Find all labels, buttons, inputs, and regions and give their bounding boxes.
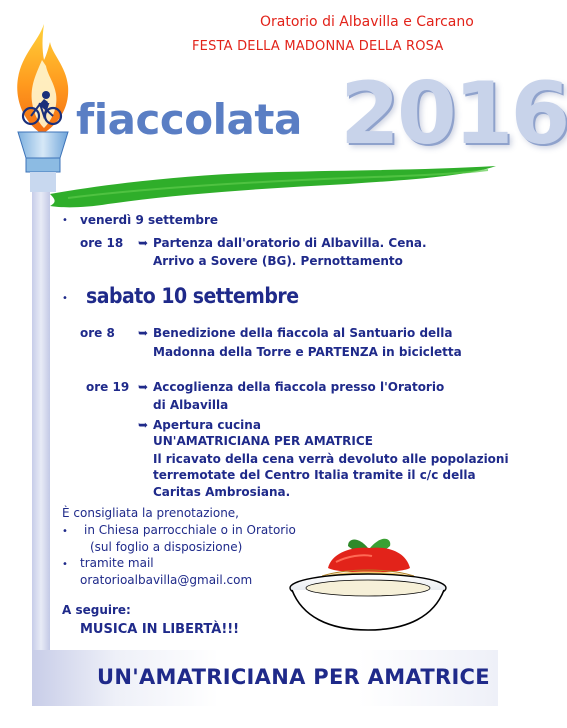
arrow-icon: ➥ bbox=[138, 380, 149, 394]
bullet: • bbox=[62, 293, 68, 304]
friday-line1: Partenza dall'oratorio di Albavilla. Cena. bbox=[153, 236, 427, 250]
saturday-time2: ore 19 bbox=[86, 380, 130, 394]
arrow-icon: ➥ bbox=[138, 418, 149, 432]
after-music: MUSICA IN LIBERTÀ!!! bbox=[80, 622, 240, 637]
event-name: FESTA DELLA MADONNA DELLA ROSA bbox=[192, 39, 444, 54]
footer-slogan: UN'AMATRICIANA PER AMATRICE bbox=[97, 665, 490, 689]
friday-line2: Arrivo a Sovere (BG). Pernottamento bbox=[153, 254, 403, 268]
bullet: • bbox=[62, 526, 68, 537]
friday-day: venerdì 9 settembre bbox=[80, 213, 219, 227]
cyclist-icon bbox=[22, 90, 62, 126]
arrow-icon: ➥ bbox=[138, 326, 149, 340]
year: 2016 bbox=[340, 64, 567, 164]
green-brush-stroke bbox=[48, 160, 498, 212]
saturday-line3e: Caritas Ambrosiana. bbox=[153, 485, 291, 499]
title: fiaccolata bbox=[76, 95, 302, 144]
booking-opt2: tramite mail bbox=[80, 556, 154, 570]
booking-email[interactable]: oratorioalbavilla@gmail.com bbox=[80, 573, 253, 587]
saturday-line2b: di Albavilla bbox=[153, 398, 229, 412]
booking-opt1: in Chiesa parrocchiale o in Oratorio bbox=[84, 523, 296, 537]
saturday-day: sabato 10 settembre bbox=[86, 284, 299, 308]
booking-opt1-note: (sul foglio a disposizione) bbox=[90, 540, 243, 554]
saturday-line1a: Benedizione della fiaccola al Santuario della bbox=[153, 326, 453, 340]
saturday-line2a: Accoglienza della fiaccola presso l'Oratorio bbox=[153, 380, 445, 394]
saturday-line1b: Madonna della Torre e PARTENZA in bicicletta bbox=[153, 345, 462, 359]
saturday-line3c: Il ricavato della cena verrà devoluto alle popolazioni bbox=[153, 452, 509, 466]
saturday-line3d: terremotate del Centro Italia tramite il c/c della bbox=[153, 468, 476, 482]
bullet: • bbox=[62, 215, 68, 226]
torch-pole bbox=[32, 180, 50, 650]
arrow-icon: ➥ bbox=[138, 236, 149, 250]
saturday-line3a: Apertura cucina bbox=[153, 418, 261, 432]
pasta-plate-icon bbox=[288, 528, 448, 640]
after-label: A seguire: bbox=[62, 603, 131, 617]
organizer: Oratorio di Albavilla e Carcano bbox=[260, 14, 474, 30]
saturday-time1: ore 8 bbox=[80, 326, 115, 340]
bullet: • bbox=[62, 559, 68, 570]
saturday-line3b: UN'AMATRICIANA PER AMATRICE bbox=[153, 434, 373, 448]
booking-intro: È consigliata la prenotazione, bbox=[62, 506, 239, 520]
friday-time: ore 18 bbox=[80, 236, 124, 250]
